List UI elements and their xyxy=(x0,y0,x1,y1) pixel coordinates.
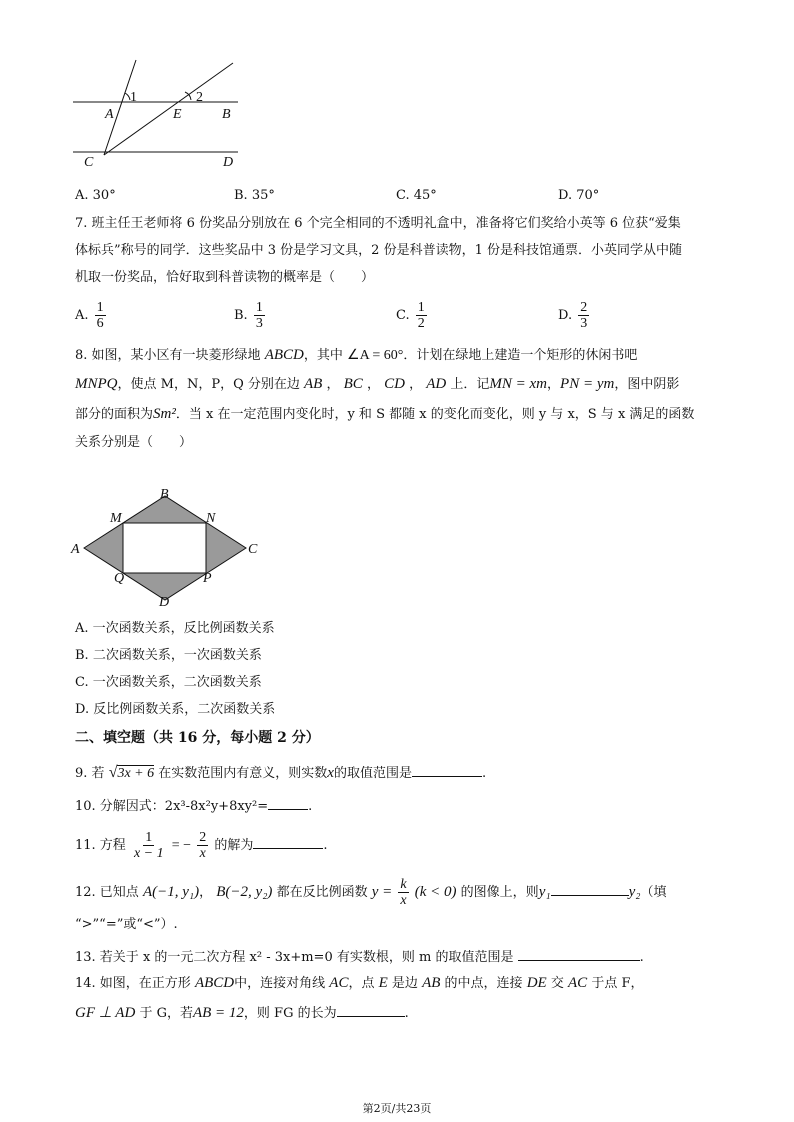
label-e: E xyxy=(173,107,182,122)
q7-option-b: B. $\frac{1}{3}$ xyxy=(234,300,263,331)
rhombus-label-p: P xyxy=(203,571,212,586)
rhombus-label-a: A xyxy=(71,542,80,557)
q9: 9. 若 √3x + 6 在实数范围内有意义，则实数x的取值范围是 . xyxy=(75,764,487,781)
q7-option-a: A. $\frac{1}{6}$ xyxy=(75,300,104,331)
rhombus-label-d: D xyxy=(159,595,170,610)
q8-option-c: C. 一次函数关系，二次函数关系 xyxy=(75,675,262,690)
rhombus-label-m: M xyxy=(110,511,122,526)
q13: 13. 若关于 x 的一元二次方程 x² - 3x+m=0 有实数根，则 m 的取值范围是 . xyxy=(75,946,644,967)
rhombus-label-q: Q xyxy=(114,571,125,586)
q8-line-2: MNPQ，使点 M，N，P，Q 分别在边 AB ， BC ， CD ， AD 上．记MN = xm，PN = ym，图中阴影 xyxy=(75,376,680,392)
label-d: D xyxy=(223,155,234,170)
label-c: C xyxy=(84,155,94,170)
q6-option-b: B. 35° xyxy=(234,188,275,203)
q7-line-2: 体标兵”称号的同学．这些奖品中 3 份是学习文具，2 份是科普读物，1 份是科技馆通票．小英同学从中随 xyxy=(75,243,682,258)
q8-option-d: D. 反比例函数关系，二次函数关系 xyxy=(75,702,276,717)
rhombus-label-b: B xyxy=(160,487,169,502)
label-angle-2: 2 xyxy=(196,90,203,105)
q12-line-2: “>”“=”或“<”）. xyxy=(75,917,178,932)
parallel-lines-figure xyxy=(70,55,250,175)
q11: 11. 方程 $\frac{1}{x - 1}$ = − $\frac{2}{x}$ 的解为 . xyxy=(75,830,328,861)
rhombus-label-c: C xyxy=(248,542,258,557)
q12-line-1: 12. 已知点 A(−1, y₁)， B(−2, y₂) 都在反比例函数 y = $\frac{k}{x}$ (k < 0) 的图像上，则y₁ y₂（填 xyxy=(75,877,667,908)
q8-option-b: B. 二次函数关系，一次函数关系 xyxy=(75,648,262,663)
label-a: A xyxy=(105,107,114,122)
q8-line-3: 部分的面积为Sm²．当 x 在一定范围内变化时，y 和 S 都随 x 的变化而变化，则 y 与 x，S 与 x 满足的函数 xyxy=(75,406,695,422)
q6-option-d: D. 70° xyxy=(558,188,600,203)
q8-option-a: A. 一次函数关系，反比例函数关系 xyxy=(75,621,275,636)
rhombus-figure xyxy=(66,482,266,612)
q10: 10. 分解因式：2x³-8x²y+8xy²= . xyxy=(75,795,312,816)
q7-option-d: D. $\frac{2}{3}$ xyxy=(558,300,588,331)
q14-line-1: 14. 如图，在正方形 ABCD中，连接对角线 AC，点 E 是边 AB 的中点，连接 DE 交 AC 于点 F， xyxy=(75,975,644,991)
page-footer: 第2页/共23页 xyxy=(362,1102,432,1115)
rhombus-label-n: N xyxy=(206,511,216,526)
q7-option-c: C. $\frac{1}{2}$ xyxy=(396,300,425,331)
q6-option-c: C. 45° xyxy=(396,188,437,203)
q7-line-3: 机取一份奖品，恰好取到科普读物的概率是（ ） xyxy=(75,270,375,285)
q14-line-2: GF ⊥ AD 于 G，若AB = 12，则 FG 的长为 . xyxy=(75,1002,409,1023)
q8-line-1: 8. 如图，某小区有一块菱形绿地 ABCD，其中 ∠A = 60°．计划在绿地上建造一个矩形的休闲书吧 xyxy=(75,347,638,363)
q7-line-1: 7. 班主任王老师将 6 份奖品分别放在 6 个完全相同的不透明礼盒中，准备将它们奖给小英等 6 位获“爱集 xyxy=(75,216,681,231)
label-b: B xyxy=(222,107,231,122)
section-2-title: 二、填空题（共 16 分，每小题 2 分） xyxy=(75,730,320,746)
label-angle-1: 1 xyxy=(130,90,137,105)
q6-option-a: A. 30° xyxy=(75,188,116,203)
q8-line-4: 关系分别是（ ） xyxy=(75,435,193,450)
